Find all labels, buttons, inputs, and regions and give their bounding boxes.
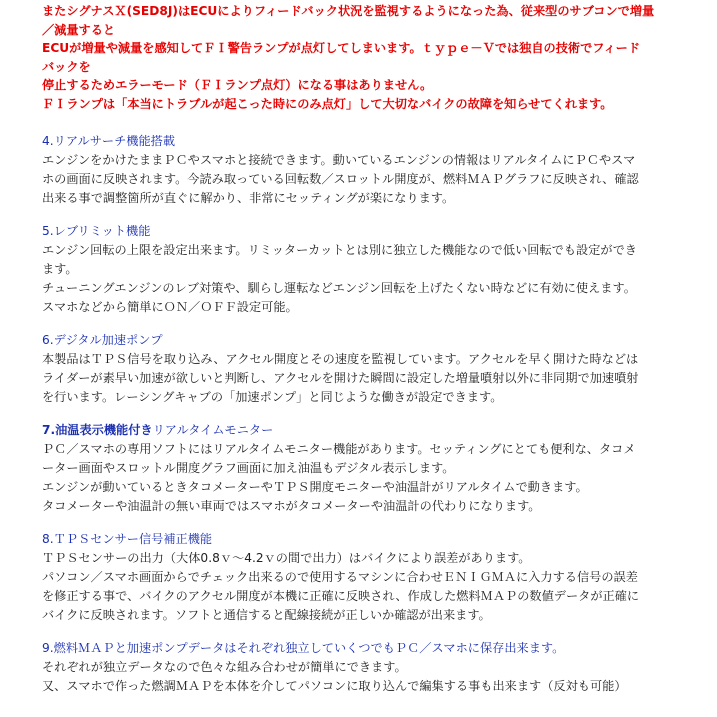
section-body [42, 151, 699, 208]
section-body [42, 658, 699, 696]
body-line: ＴＰＳセンサーの出力（大体0.8ｖ～4.2ｖの間で出力）はバイクにより誤差があります。 [42, 550, 531, 565]
body-line: を行います。レーシングキャブの「加速ポンプ」と同じような働きが設定できます。 [42, 389, 503, 404]
section-title-strong: 7.油温表示機能付き [42, 422, 153, 437]
body-line: エンジンをかけたままＰＣやスマホと接続できます。動いているエンジンの情報はリアルタイムにＰＣやスマ [42, 152, 636, 167]
notice-line: ／減量すると [42, 22, 116, 37]
notice-line: ＦＩランプは「本当にトラブルが起こった時にのみ点灯」して大切なバイクの故障を知らせてくれます。 [42, 96, 613, 111]
notice-line: ECUが増量や減量を感知してＦＩ警告ランプが点灯してしまいます。ｔｙｐｅ－Ｖでは独自の技術でフィード [42, 41, 641, 56]
section-accel-pump [42, 331, 699, 407]
section-title: 4.リアルサーチ機能搭載 [42, 133, 176, 148]
section-title: 6.デジタル加速ポンプ [42, 332, 163, 347]
section-title [42, 421, 699, 440]
section-body [42, 440, 699, 516]
body-line: それぞれが独立データなので色々な組み合わせが簡単にできます。 [42, 659, 407, 674]
section-rev-limit [42, 222, 699, 317]
section-title: 9.燃料ＭＡＰと加速ポンプデータはそれぞれ独立していくつでもＰＣ／スマホに保存出来ます。 [42, 640, 565, 655]
section-title-rest: リアルタイムモニター [152, 422, 274, 437]
body-line: 出来る事で調整箇所が直ぐに解かり、非常にセッティングが楽になります。 [42, 190, 455, 205]
body-line: タコメーターや油温計の無い車両ではスマホがタコメーターや油温計の代わりになります。 [42, 498, 541, 513]
section-map-storage [42, 639, 699, 696]
section-body [42, 350, 699, 407]
body-line: チューニングエンジンのレブ対策や、馴らし運転などエンジン回転を上げたくない時などに有効に使えます。 [42, 280, 636, 295]
fi-warning-notice [42, 2, 699, 114]
body-line: エンジン回転の上限を設定出来ます。リミッターカットとは別に独立した機能なので低い回転でも設定ができ [42, 242, 637, 257]
body-line: ＰＣ／スマホの専用ソフトにはリアルタイムモニター機能があります。セッティングにとても便利な、タコメ [42, 441, 636, 456]
notice-line: 停止するためエラーモード（ＦＩランプ点灯）になる事はありません。 [42, 78, 433, 93]
section-tps-correction [42, 530, 699, 625]
body-line: ホの画面に反映されます。今読み取っている回転数／スロットル開度が、燃料ＭＡＰグラフに反映され、確認 [42, 171, 639, 186]
body-line: バイクに反映されます。ソフトと通信すると配線接続が正しいか確認が出来ます。 [42, 607, 491, 622]
section-realtime-monitor [42, 421, 699, 516]
notice-line: バックを [42, 59, 91, 74]
section-body [42, 241, 699, 317]
body-line: エンジンが動いているときタコメーターやＴＰＳ開度モニターや油温計がリアルタイムで動きます。 [42, 479, 588, 494]
notice-line: またシグナスＸ(SED8J)はECUによりフィードバック状況を監視するようになった為、従来型のサブコンで増量 [42, 4, 655, 18]
body-line: ライダーが素早い加速が欲しいと判断し、アクセルを開けた瞬間に設定した増量噴射以外に非同期で加速噴射 [42, 370, 639, 385]
body-line: ーター画面やスロットル開度グラフ画面に加え油温もデジタル表示します。 [42, 460, 455, 475]
section-title: 8.ＴＰＳセンサー信号補正機能 [42, 531, 213, 546]
body-line: を修正する事で、バイクのアクセル開度が本機に正確に反映され、作成した燃料ＭＡＰの数値データが正確に [42, 588, 640, 603]
body-line: 本製品はＴＰＳ信号を取り込み、アクセル開度とその速度を監視しています。アクセルを早く開けた時などは [42, 351, 639, 366]
body-line: ます。 [42, 261, 78, 276]
body-line: 又、スマホで作った燃調ＭＡＰを本体を介してパソコンに取り込んで編集する事も出来ます（反対も可能） [42, 678, 627, 693]
body-line: パソコン／スマホ画面からでチェック出来るので使用するマシンに合わせＥＮＩＧＭＡに入力する信号の誤差 [42, 569, 638, 584]
section-real-search [42, 132, 699, 208]
section-body [42, 549, 699, 625]
body-line: スマホなどから簡単にＯＮ／ＯＦＦ設定可能。 [42, 299, 298, 314]
section-title: 5.レブリミット機能 [42, 223, 151, 238]
